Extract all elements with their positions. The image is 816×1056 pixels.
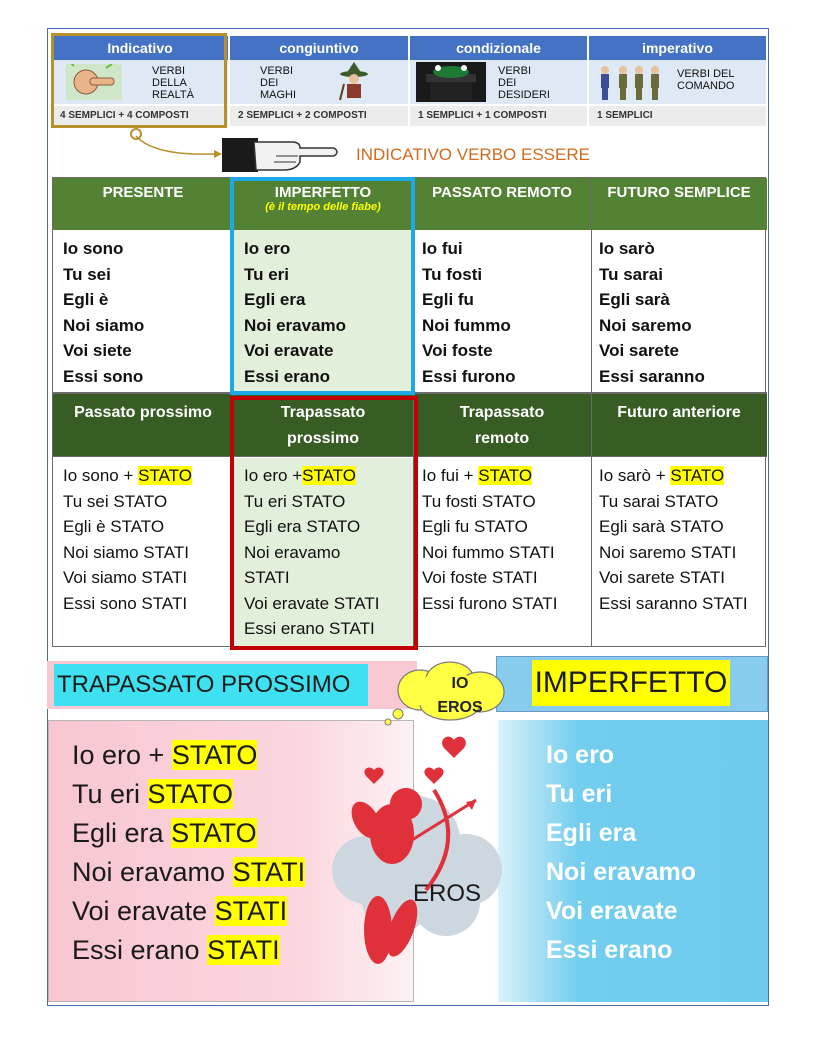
conjugation-line: Noi eravamo [244, 315, 347, 335]
header-label: Trapassato [280, 404, 366, 421]
conjugation-line: Tu fosti STATO [422, 491, 536, 511]
conjugation-line: Egli è STATO [63, 517, 165, 536]
mood-desc-line: DEI [498, 77, 517, 89]
conjugation-line: Essi sono STATI [63, 593, 188, 613]
conjugation-line: Voi foste [422, 341, 493, 360]
conjugation-line: Io sarò + STATO [599, 466, 725, 485]
mood-name: Indicativo [52, 36, 228, 60]
mood-body [589, 60, 766, 104]
mood-body [230, 60, 408, 104]
mood-body [410, 60, 587, 104]
mood-name: condizionale [410, 36, 587, 60]
cupid-cloud-icon [326, 730, 516, 1002]
header-trapassato-remoto [413, 400, 591, 452]
header-futuro-anteriore [591, 400, 767, 426]
conjugation-line: Io ero [244, 239, 291, 258]
conjugation-line: Egli sarà [599, 290, 670, 309]
mood-desc [677, 68, 734, 92]
mood-congiuntivo[interactable] [230, 36, 408, 128]
conjugation-line: Tu fosti [422, 264, 483, 284]
header-label: Futuro anteriore [617, 404, 741, 421]
mood-desc-line: DEI [260, 77, 279, 89]
trapassato-line: Tu eri STATO [72, 779, 234, 809]
wizard-icon [334, 62, 374, 102]
trapassato-line: Io ero + STATO [72, 740, 258, 770]
conjugation-line: Noi fummo STATI [422, 542, 555, 562]
column-passato-remoto [422, 236, 516, 389]
eros-label: EROS [413, 880, 482, 907]
imperfetto-line: Egli era [546, 819, 637, 847]
mood-desc-line: DESIDERI [498, 89, 550, 101]
conjugation-line: Tu sei STATO [63, 491, 168, 511]
connector-arrow-icon [134, 132, 224, 162]
column-passato-prossimo [63, 463, 192, 616]
column-trapassato-remoto [422, 463, 557, 616]
trapassato-banner-title: TRAPASSATO PROSSIMO [54, 664, 368, 706]
header-passato-prossimo [53, 400, 233, 426]
mood-count: 1 SEMPLICI + 1 COMPOSTI [410, 106, 587, 126]
conjugation-line: Io ero +STATO [244, 466, 356, 485]
imperfetto-line: Essi erano [546, 936, 673, 964]
conjugation-line: Io sono + STATO [63, 466, 192, 485]
conjugation-line: Io sono [63, 239, 124, 258]
conjugation-line: Essi sono [63, 366, 144, 386]
header-label: remoto [474, 430, 530, 447]
conjugation-line: Egli era STATO [244, 517, 361, 536]
conjugation-line: Egli sarà STATO [599, 517, 724, 536]
trapassato-list [72, 736, 305, 970]
header-label: prossimo [286, 430, 359, 447]
header-presente: PRESENTE [102, 184, 184, 201]
header-label: Trapassato [459, 404, 545, 421]
pointing-hand-icon [222, 132, 342, 180]
column-futuro-anteriore [599, 463, 748, 616]
conjugation-line: Voi siete [63, 341, 132, 360]
imperfetto-banner-title: IMPERFETTO [532, 660, 730, 706]
conjugation-line: Egli fu [422, 290, 474, 309]
conjugation-line: Egli era [244, 290, 306, 309]
conjugation-line: Voi sarete STATI [599, 568, 725, 587]
mood-desc-line: REALTÀ [152, 89, 194, 101]
mood-desc [260, 65, 296, 101]
gift-box-icon [416, 62, 486, 102]
conjugation-line: Tu sarai STATO [599, 491, 719, 511]
conjugation-line: Voi eravate [244, 341, 334, 360]
column-presente [63, 236, 144, 389]
mood-count: 4 SEMPLICI + 4 COMPOSTI [52, 106, 228, 126]
mood-desc-line: COMANDO [677, 80, 735, 92]
conjugation-line: STATI [244, 568, 290, 587]
selected-mood-frame [51, 33, 227, 128]
conjugation-line: Voi sarete [599, 341, 680, 360]
imperfetto-highlight-frame [230, 177, 415, 395]
thought-bubble-text [430, 672, 490, 720]
column-futuro-semplice [599, 236, 705, 389]
conjugation-line: Voi eravate STATI [244, 593, 380, 613]
conjugation-line: Noi eravamo [244, 542, 341, 562]
soldiers-icon [595, 62, 667, 102]
conjugation-line: Voi foste STATI [422, 568, 538, 587]
page-title: INDICATIVO VERBO ESSERE [356, 145, 590, 164]
conjugation-line: Noi siamo STATI [63, 542, 189, 562]
mood-condizionale[interactable] [410, 36, 587, 128]
conjugation-line: Io fui + STATO [422, 466, 533, 485]
conjugation-line: Essi saranno STATI [599, 593, 748, 613]
conjugation-line: Essi erano STATI [244, 619, 375, 638]
mood-desc-line: VERBI DEL [677, 68, 735, 80]
mood-name: imperativo [589, 36, 766, 60]
mood-desc-line: DELLA [152, 77, 187, 89]
imperfetto-line: Tu eri [546, 780, 613, 808]
imperfetto-line: Voi eravate [546, 897, 678, 925]
conjugation-line: Noi saremo [599, 315, 692, 335]
conjugation-line: Voi siamo STATI [63, 568, 188, 587]
conjugation-line: Essi erano [244, 366, 330, 386]
trapassato-line: Egli era STATO [72, 818, 257, 848]
mood-desc [498, 65, 550, 101]
trapassato-highlight-frame [230, 396, 418, 650]
conjugation-line: Essi furono [422, 366, 516, 386]
conjugation-line: Noi saremo STATI [599, 542, 737, 562]
header-label: Passato prossimo [74, 404, 212, 421]
conjugation-line: Tu eri [244, 264, 290, 284]
mood-name: congiuntivo [230, 36, 408, 60]
conjugation-line: Tu sei [63, 264, 111, 284]
imperfetto-line: Noi eravamo [546, 858, 697, 886]
conjugation-line: Essi furono STATI [422, 593, 558, 613]
header-passato-remoto: PASSATO REMOTO [432, 184, 572, 201]
trapassato-line: Essi erano STATI [72, 935, 280, 965]
header-note: (è il tempo delle fiabe) [265, 201, 381, 213]
conjugation-line: Noi fummo [422, 315, 511, 335]
conjugation-line: Tu sarai [599, 264, 663, 284]
conjugation-line: Noi siamo [63, 315, 145, 335]
trapassato-line: Noi eravamo STATI [72, 857, 306, 887]
conjugation-line: Egli fu STATO [422, 517, 528, 536]
header-futuro-semplice: FUTURO SEMPLICE [607, 184, 751, 201]
mood-count: 1 SEMPLICI [589, 106, 766, 126]
imperfetto-list [546, 736, 696, 970]
conjugation-line: Essi saranno [599, 366, 705, 386]
mood-desc-line: VERBI [260, 65, 294, 77]
bubble-line: IO [451, 675, 469, 692]
header-label: IMPERFETTO [274, 184, 372, 201]
mood-desc-line: VERBI [152, 65, 186, 77]
bubble-line: EROS [437, 699, 483, 716]
mood-imperativo[interactable] [589, 36, 766, 128]
conjugation-line: Tu eri STATO [244, 491, 346, 511]
trapassato-line: Voi eravate STATI [72, 896, 288, 926]
column-divider [591, 178, 592, 646]
conjugation-line: Io fui [422, 239, 463, 258]
mood-count: 2 SEMPLICI + 2 COMPOSTI [230, 106, 408, 126]
conjugation-line: Egli è [63, 290, 109, 309]
imperfetto-line: Io ero [546, 741, 615, 769]
mood-desc-line: VERBI [498, 65, 532, 77]
mood-desc-line: MAGHI [260, 89, 297, 101]
conjugation-line: Io sarò [599, 239, 655, 258]
